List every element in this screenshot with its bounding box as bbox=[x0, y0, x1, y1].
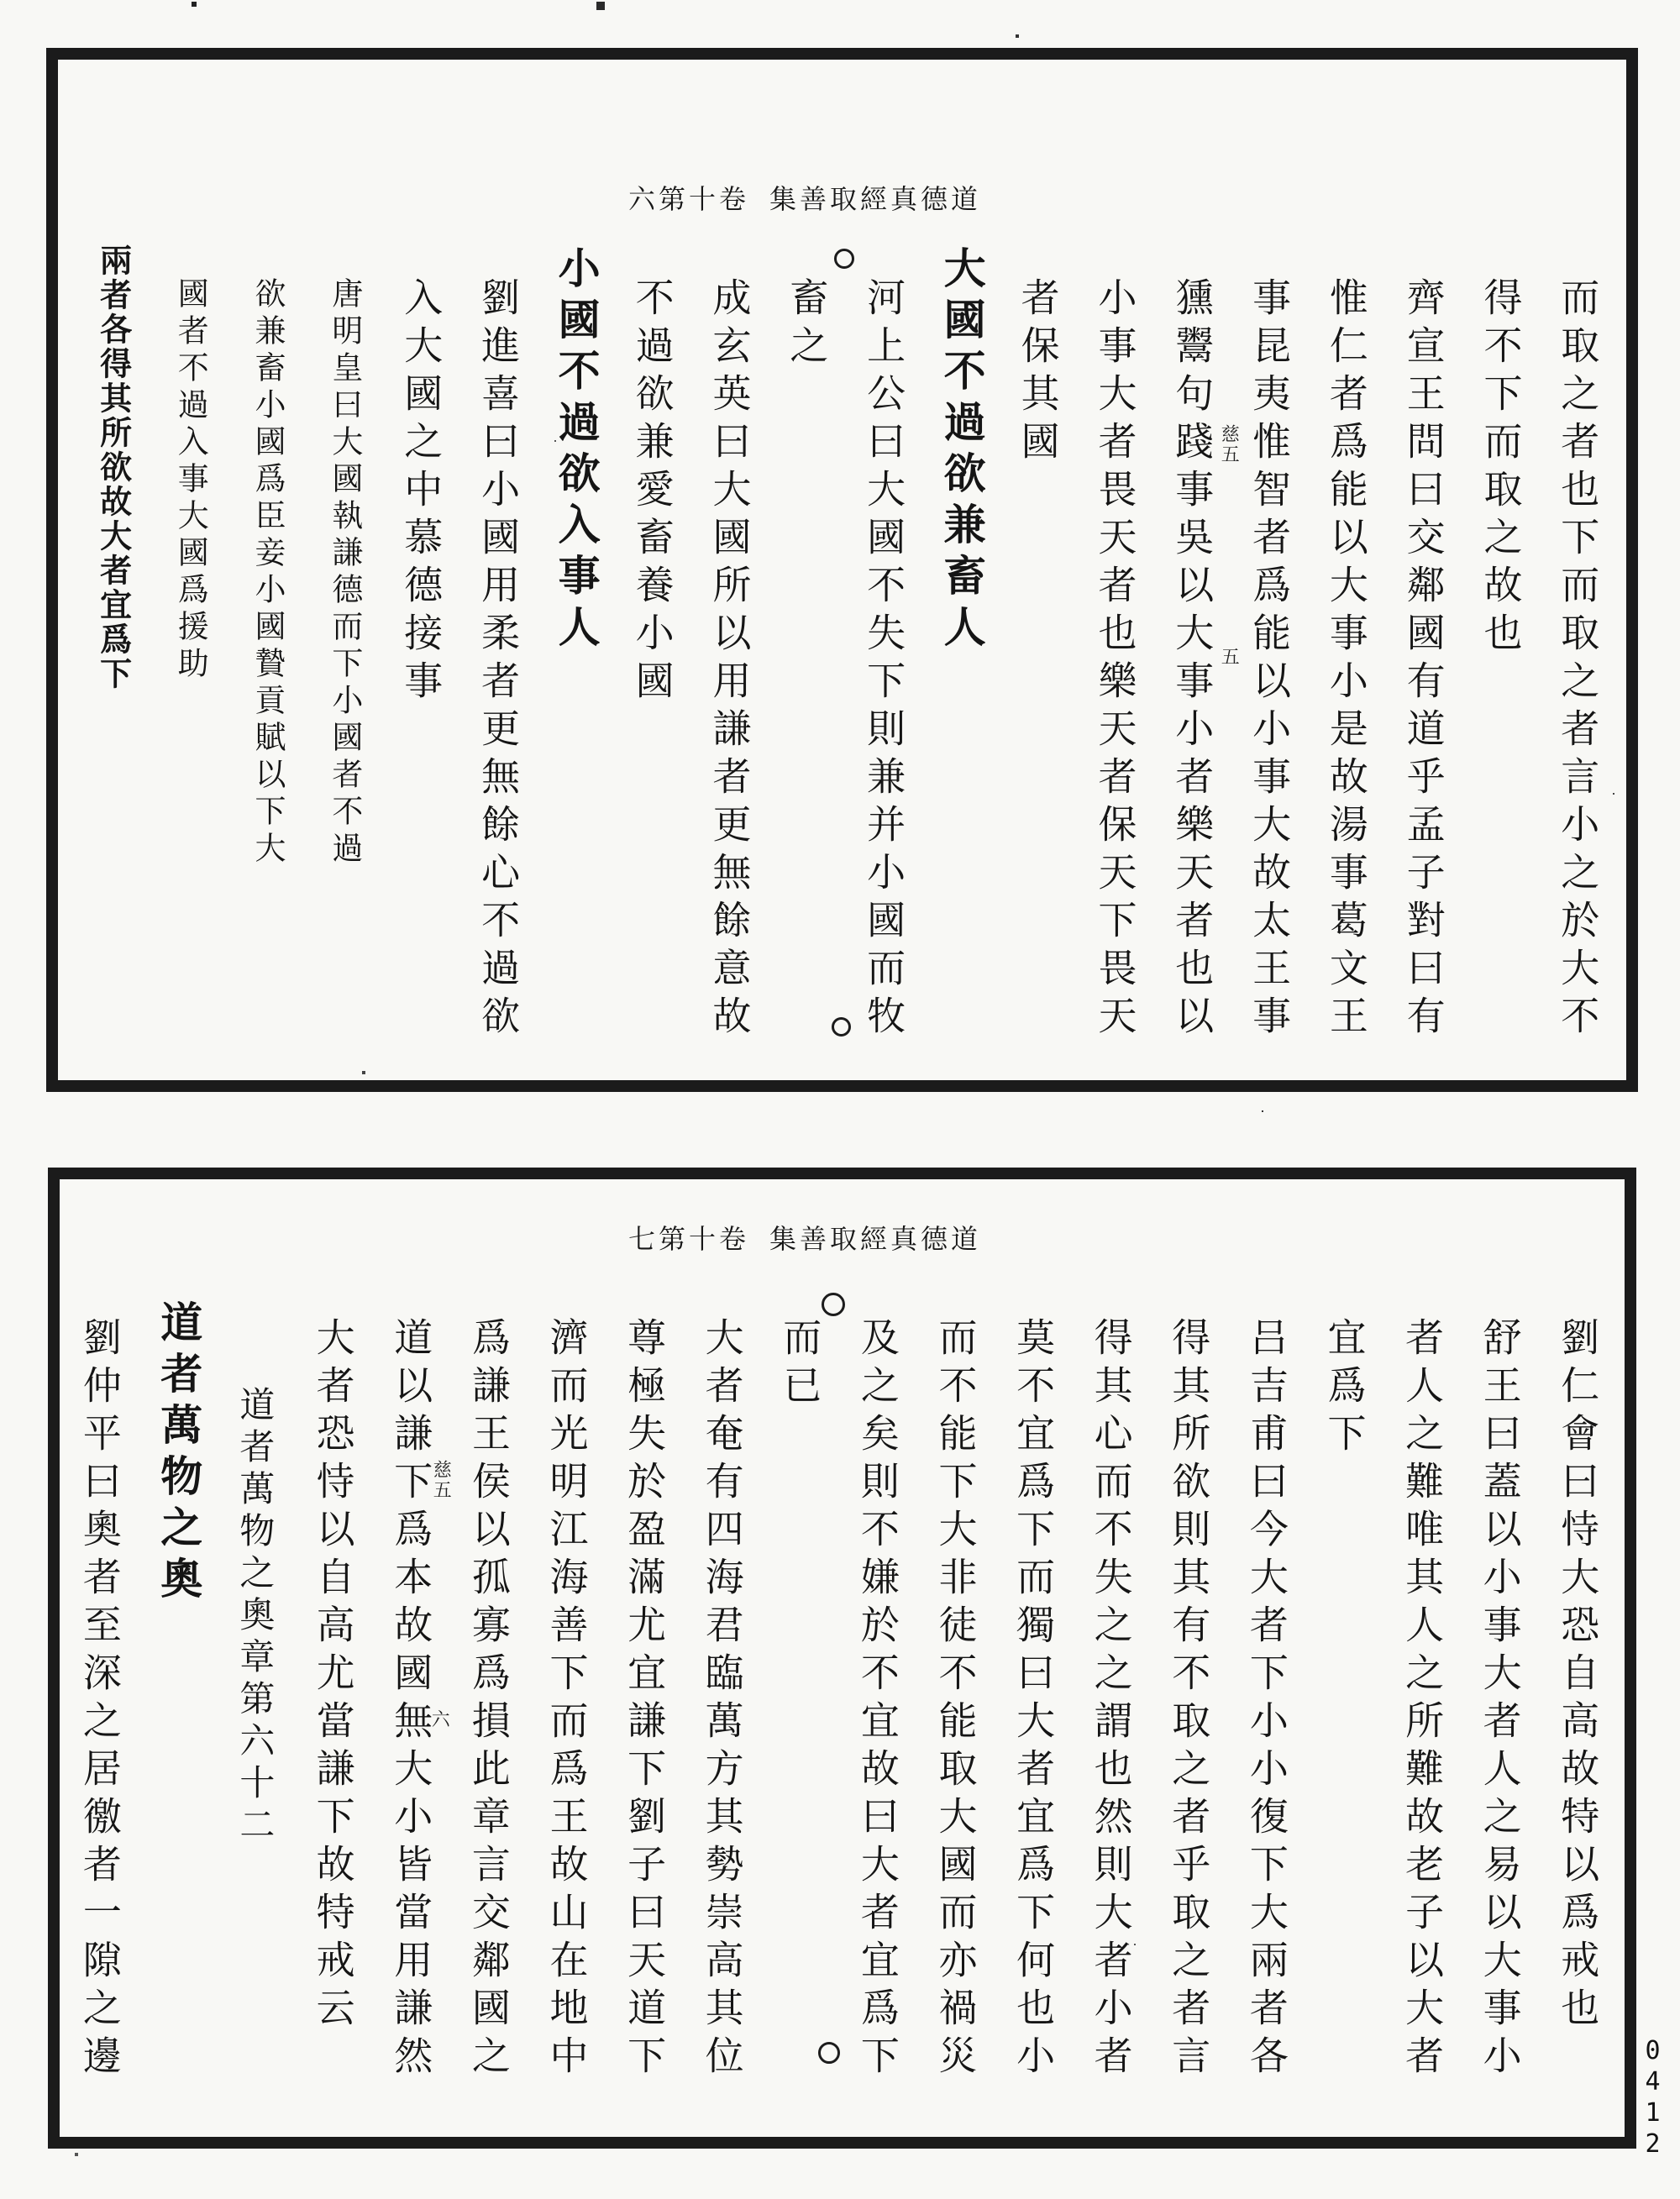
commentary-column: 不過欲兼愛畜養小國 bbox=[629, 277, 675, 708]
page-number: 0412 bbox=[1638, 2036, 1667, 2160]
lemma-column: 小國不過欲入事人 bbox=[551, 246, 601, 656]
commentary-column: 入大國之中慕德接事 bbox=[398, 277, 444, 708]
commentary-column: 而取之者也下而取之者言小之於大不 bbox=[1555, 277, 1601, 1043]
commentary-column: 惟仁者爲能以大事小是故湯事葛文王 bbox=[1323, 277, 1369, 1043]
gutter-note: 六 bbox=[428, 1709, 450, 1729]
scan-noise bbox=[192, 2, 197, 7]
lemma-column: 道者萬物之奧 bbox=[154, 1300, 203, 1608]
section-circle-mark bbox=[832, 1017, 851, 1037]
commentary-column: 劉仲平曰奧者至深之居徼者一隙之邊 bbox=[76, 1317, 123, 2083]
commentary-column: 者人之難唯其人之所難故老子以大者 bbox=[1399, 1317, 1446, 2083]
commentary-column: 獯鬻句踐事吳以大事小者樂天者也以 bbox=[1169, 277, 1215, 1043]
commentary-column: 爲謙王侯以孤寡爲損此章言交鄰國之 bbox=[465, 1317, 512, 2083]
chapter-title-column: 道者萬物之奧章第六十二 bbox=[234, 1386, 276, 1848]
section-circle-mark bbox=[818, 2042, 840, 2064]
commentary-column: 者保其國 bbox=[1015, 277, 1061, 469]
folio-number-label: 七第十卷 bbox=[628, 1223, 750, 1255]
commentary-column: 大者恐恃以自高尤當謙下故特戒云 bbox=[310, 1317, 356, 2035]
book-title-label: 集善取經真德道 bbox=[769, 1223, 982, 1255]
commentary-column: 成玄英曰大國所以用謙者更無餘意故 bbox=[706, 277, 753, 1043]
commentary-column: 而不能下大非徒不能取大國而亦禍災 bbox=[932, 1317, 979, 2083]
folio-frame-bottom bbox=[48, 1168, 1636, 2149]
commentary-column: 大者奄有四海君臨萬方其勢崇高其位 bbox=[699, 1317, 745, 2083]
commentary-column: 尊極失於盈滿尤宜謙下劉子曰天道下 bbox=[622, 1317, 668, 2083]
commentary-column: 劉進喜曰小國用柔者更無餘心不過欲 bbox=[475, 277, 522, 1043]
commentary-column: 舒王曰蓋以小事大者人之易以大事小 bbox=[1477, 1317, 1523, 2083]
commentary-column: 唐明皇曰大國執謙德而下小國者不過 bbox=[326, 277, 363, 869]
commentary-column: 莫不宜爲下而獨曰大者宜爲下何也小 bbox=[1011, 1317, 1057, 2083]
commentary-column: 得其所欲則其有不取之者乎取之者言 bbox=[1166, 1317, 1212, 2083]
commentary-column: 濟而光明江海善下而爲王故山在地中 bbox=[543, 1317, 590, 2083]
commentary-column: 齊宣王問曰交鄰國有道乎孟子對曰有 bbox=[1400, 277, 1446, 1043]
commentary-column: 小事大者畏天者也樂天者保天下畏天 bbox=[1092, 277, 1138, 1043]
gutter-note: 慈五 bbox=[430, 1460, 452, 1500]
commentary-column: 劉仁會曰恃大恐自高故特以爲戒也 bbox=[1555, 1317, 1601, 2035]
gutter-note: 五 bbox=[1218, 647, 1240, 667]
commentary-column: 吕吉甫曰今大者下小小復下大兩者各 bbox=[1243, 1317, 1289, 2083]
folio-header-bottom bbox=[628, 1218, 981, 1257]
commentary-column: 道以謙下爲本故國無大小皆當用謙然 bbox=[388, 1317, 434, 2083]
lemma-column: 兩者各得其所欲故大者宜爲下 bbox=[94, 244, 132, 691]
commentary-column: 國者不過入事大國爲援助 bbox=[172, 277, 209, 684]
section-circle-mark bbox=[834, 249, 854, 269]
commentary-column: 宜爲下 bbox=[1321, 1317, 1368, 1461]
commentary-column: 河上公曰大國不失下則兼并小國而牧 bbox=[861, 277, 907, 1043]
commentary-column: 畜之 bbox=[784, 277, 830, 373]
commentary-column: 得其心而不失之之謂也然則大者小者 bbox=[1088, 1317, 1134, 2083]
folio-number-label: 六第十卷 bbox=[628, 183, 750, 215]
commentary-column: 得不下而取之故也 bbox=[1478, 277, 1524, 660]
gutter-note: 慈五 bbox=[1218, 424, 1240, 464]
commentary-column: 而已 bbox=[777, 1317, 823, 1413]
section-circle-mark bbox=[822, 1293, 845, 1316]
commentary-column: 欲兼畜小國爲臣妾小國贄貢賦以下大 bbox=[249, 277, 286, 869]
lemma-column: 大國不過欲兼畜人 bbox=[937, 246, 986, 656]
book-title-label: 集善取經真德道 bbox=[769, 183, 982, 215]
folio-header-top bbox=[628, 178, 981, 217]
commentary-column: 及之矣則不嫌於不宜故曰大者宜爲下 bbox=[854, 1317, 900, 2083]
commentary-column: 事昆夷惟智者爲能以小事大故太王事 bbox=[1247, 277, 1293, 1043]
